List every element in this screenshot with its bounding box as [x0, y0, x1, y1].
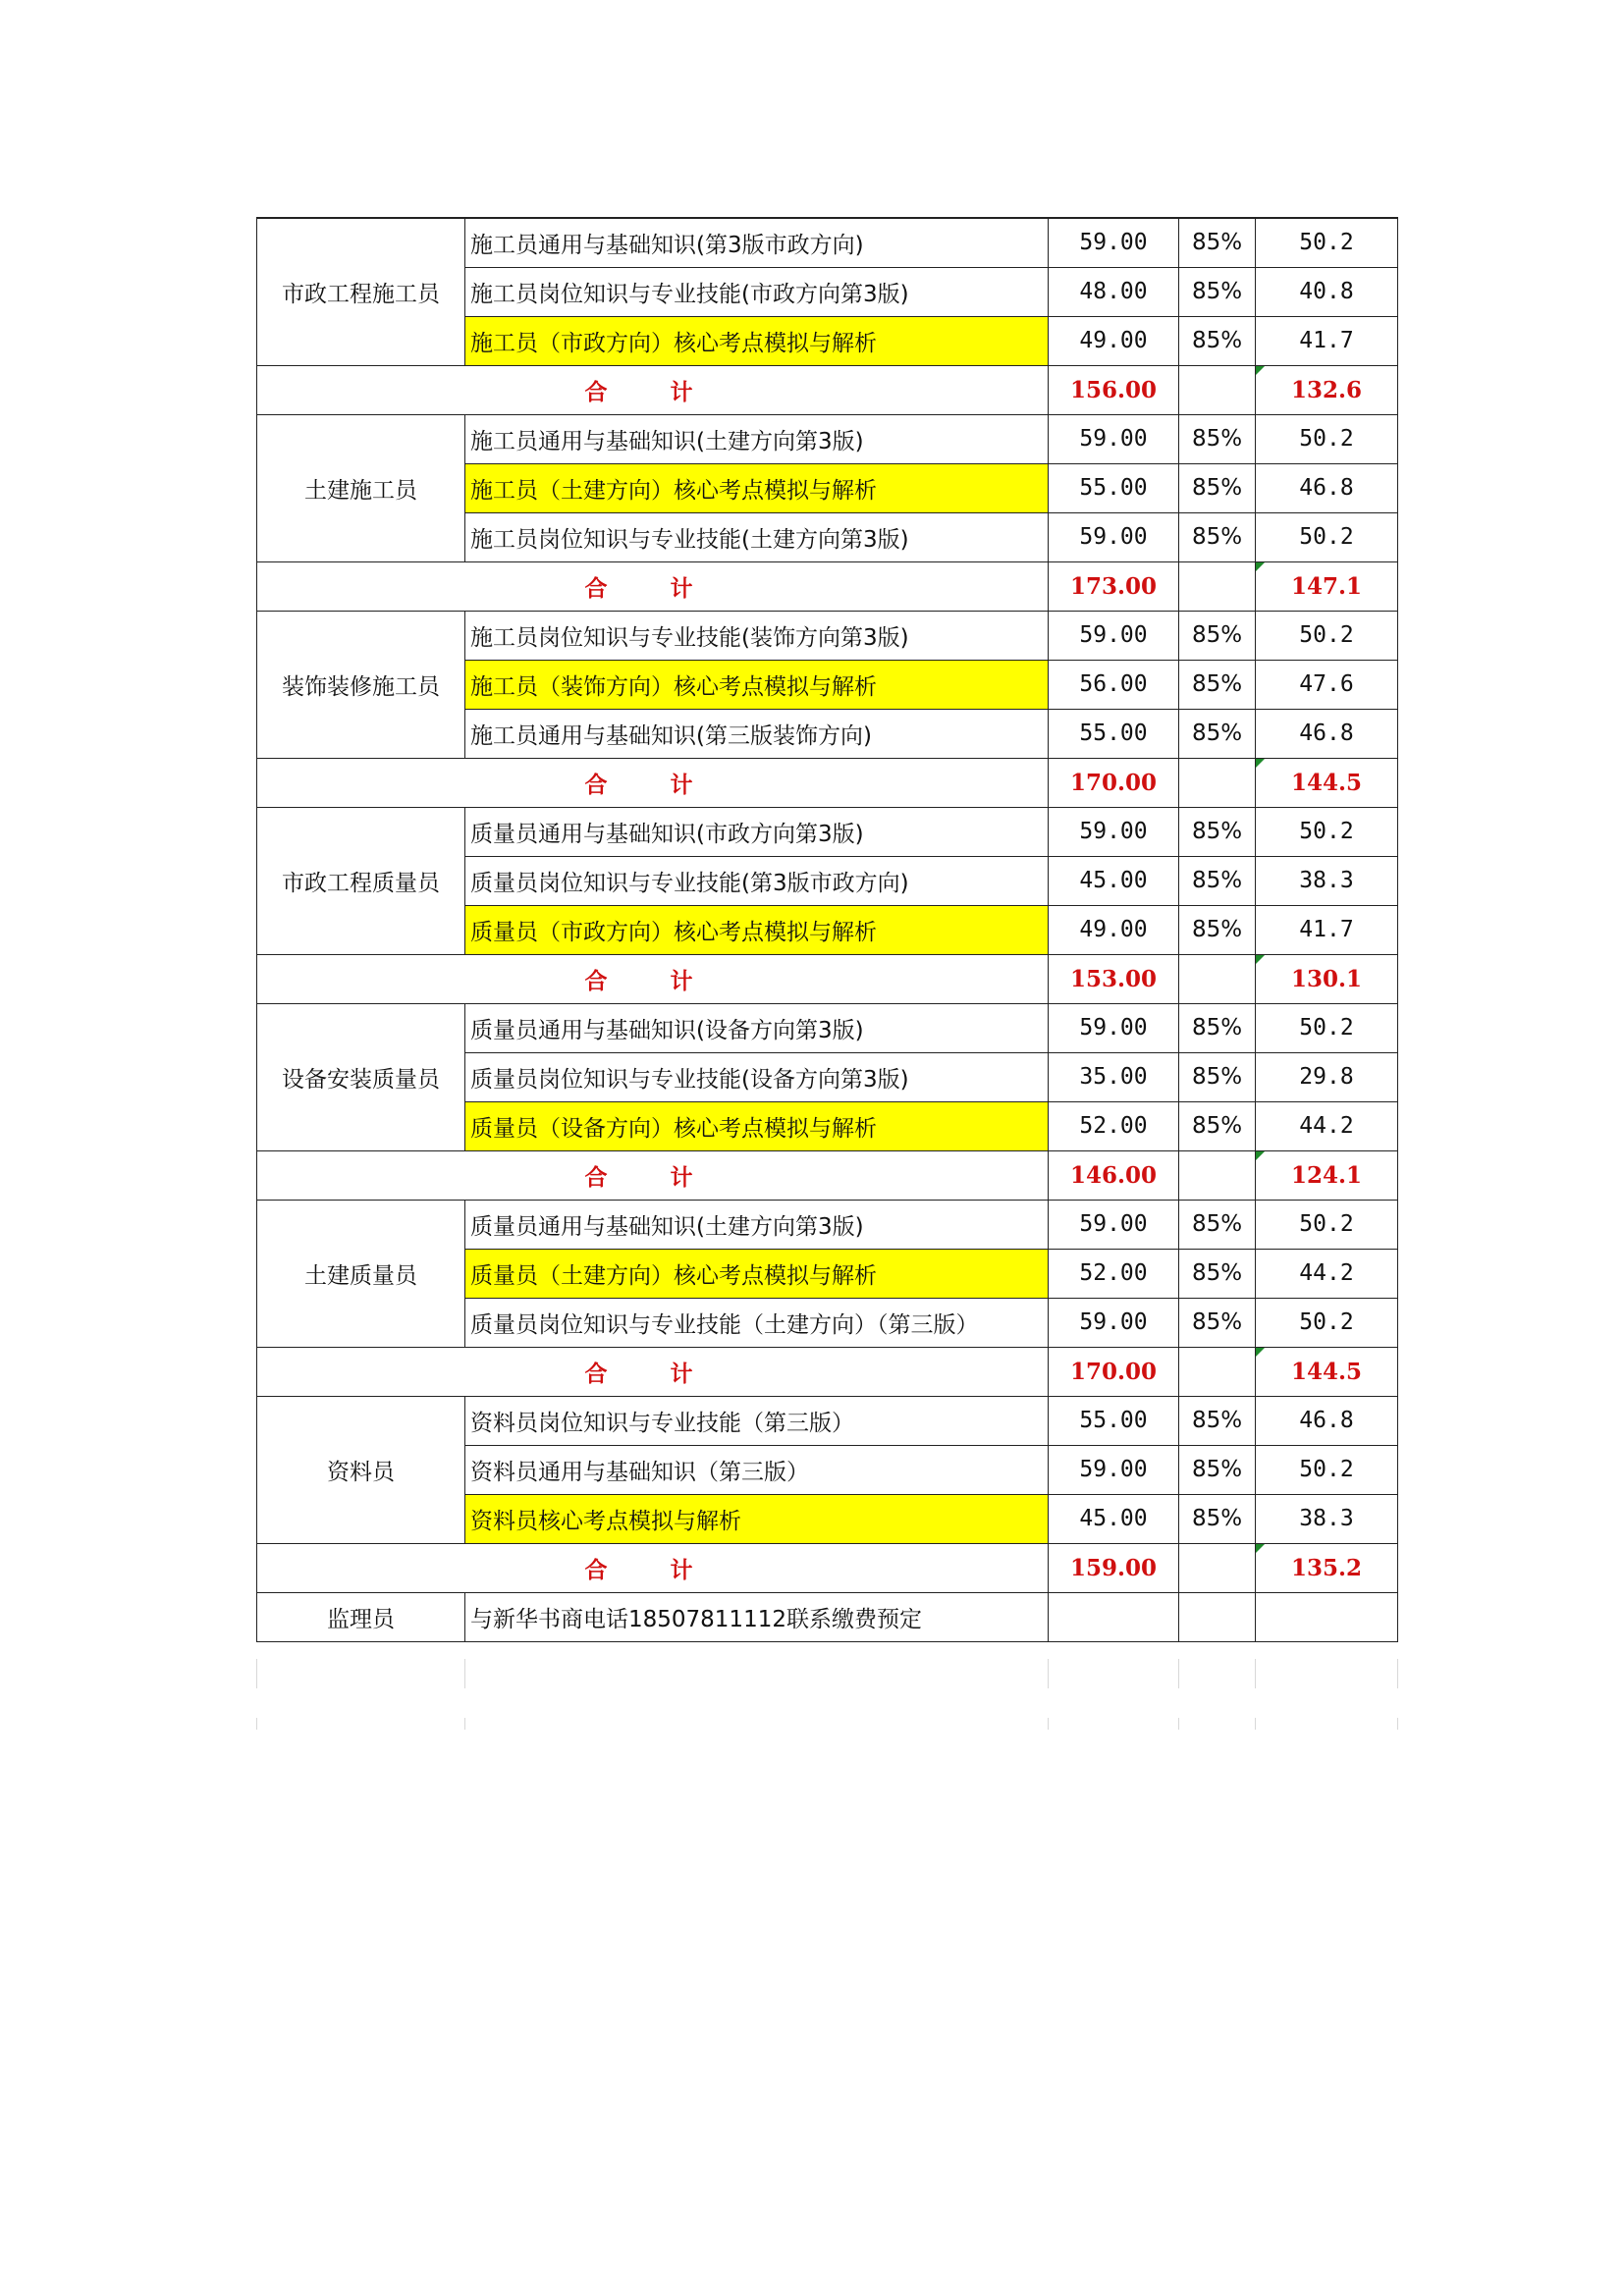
sheet-gridline: [1178, 1659, 1179, 1688]
cell-comment-flag-icon: [1256, 955, 1265, 964]
total-amount-cell: [1256, 1150, 1398, 1200]
total-price-cell: 170.00: [1049, 758, 1179, 807]
discounted-amount-cell: 50.2: [1256, 807, 1398, 856]
price-cell: 59.00: [1049, 807, 1179, 856]
total-label-cell: 合 计: [257, 1150, 1049, 1200]
book-title-cell: 施工员通用与基础知识(第3版市政方向): [465, 218, 1049, 267]
total-rate-cell: [1179, 1543, 1256, 1592]
total-label-cell: 合 计: [257, 365, 1049, 414]
total-row: [257, 365, 1398, 414]
category-cell: 市政工程质量员: [257, 807, 465, 954]
category-cell: 资料员: [257, 1396, 465, 1543]
total-rate-cell: [1179, 365, 1256, 414]
category-cell: 土建质量员: [257, 1200, 465, 1347]
discounted-amount-cell: 41.7: [1256, 316, 1398, 365]
discount-rate-cell: 85%: [1179, 1298, 1256, 1347]
total-price-cell: 159.00: [1049, 1543, 1179, 1592]
book-title-cell: 质量员（土建方向）核心考点模拟与解析: [465, 1249, 1049, 1298]
book-title-cell: 质量员岗位知识与专业技能(设备方向第3版): [465, 1052, 1049, 1101]
total-row: [257, 758, 1398, 807]
price-cell: 49.00: [1049, 905, 1179, 954]
discount-rate-cell: 85%: [1179, 1494, 1256, 1543]
book-title-cell: 质量员通用与基础知识(设备方向第3版): [465, 1003, 1049, 1052]
discount-rate-cell: 85%: [1179, 1101, 1256, 1150]
contact-note-cell: 与新华书商电话18507811112联系缴费预定: [465, 1592, 1049, 1641]
total-price-cell: 170.00: [1049, 1347, 1179, 1396]
total-price-cell: 146.00: [1049, 1150, 1179, 1200]
price-cell: 55.00: [1049, 463, 1179, 512]
discount-rate-cell: 85%: [1179, 905, 1256, 954]
table-row-final: [257, 1592, 1398, 1641]
discount-rate-cell: 85%: [1179, 1200, 1256, 1249]
table-row: [257, 1396, 1398, 1445]
price-cell: 59.00: [1049, 218, 1179, 267]
cell-comment-flag-icon: [1256, 562, 1265, 571]
category-cell: 土建施工员: [257, 414, 465, 561]
price-cell: 35.00: [1049, 1052, 1179, 1101]
category-cell: 监理员: [257, 1592, 465, 1641]
discounted-amount-cell: 50.2: [1256, 414, 1398, 463]
discounted-amount-cell: 50.2: [1256, 512, 1398, 561]
book-title-cell: 施工员（装饰方向）核心考点模拟与解析: [465, 660, 1049, 709]
total-amount-cell: [1256, 954, 1398, 1003]
discounted-amount-cell: 50.2: [1256, 1200, 1398, 1249]
cell-comment-flag-icon: [1256, 1151, 1265, 1160]
total-row: [257, 1543, 1398, 1592]
total-rate-cell: [1179, 561, 1256, 611]
category-cell: 设备安装质量员: [257, 1003, 465, 1150]
total-amount-value: 144.5: [1290, 1358, 1363, 1385]
price-cell: 59.00: [1049, 1003, 1179, 1052]
discounted-amount-cell: 50.2: [1256, 1003, 1398, 1052]
cell-comment-flag-icon: [1256, 366, 1265, 375]
price-cell: 52.00: [1049, 1101, 1179, 1150]
empty-cell: [1049, 1592, 1179, 1641]
discounted-amount-cell: 29.8: [1256, 1052, 1398, 1101]
cell-comment-flag-icon: [1256, 759, 1265, 768]
total-rate-cell: [1179, 954, 1256, 1003]
total-price-cell: 153.00: [1049, 954, 1179, 1003]
discount-rate-cell: 85%: [1179, 709, 1256, 758]
sheet-gridline: [1397, 1718, 1398, 1730]
table-row: [257, 414, 1398, 463]
price-table: [256, 217, 1398, 1642]
discounted-amount-cell: 47.6: [1256, 660, 1398, 709]
book-title-cell: 施工员岗位知识与专业技能(土建方向第3版): [465, 512, 1049, 561]
table-row: [257, 1003, 1398, 1052]
total-amount-value: 132.6: [1290, 376, 1363, 403]
book-title-cell: 资料员通用与基础知识（第三版）: [465, 1445, 1049, 1494]
total-rate-cell: [1179, 1347, 1256, 1396]
sheet-gridline: [1255, 1659, 1256, 1688]
discount-rate-cell: 85%: [1179, 1249, 1256, 1298]
empty-cell: [1179, 1592, 1256, 1641]
total-row: [257, 954, 1398, 1003]
table-row: [257, 611, 1398, 660]
book-title-cell: 资料员岗位知识与专业技能（第三版）: [465, 1396, 1049, 1445]
price-cell: 59.00: [1049, 414, 1179, 463]
total-amount-value: 124.1: [1290, 1161, 1363, 1189]
price-cell: 59.00: [1049, 611, 1179, 660]
total-rate-cell: [1179, 758, 1256, 807]
discount-rate-cell: 85%: [1179, 267, 1256, 316]
discounted-amount-cell: 50.2: [1256, 611, 1398, 660]
book-title-cell: 施工员（市政方向）核心考点模拟与解析: [465, 316, 1049, 365]
book-title-cell: 质量员（设备方向）核心考点模拟与解析: [465, 1101, 1049, 1150]
price-cell: 56.00: [1049, 660, 1179, 709]
total-amount-cell: [1256, 365, 1398, 414]
sheet-gridline: [256, 1659, 257, 1688]
category-cell: 装饰装修施工员: [257, 611, 465, 758]
discounted-amount-cell: 46.8: [1256, 1396, 1398, 1445]
price-table-body: [257, 218, 1398, 1641]
price-cell: 59.00: [1049, 1298, 1179, 1347]
discount-rate-cell: 85%: [1179, 218, 1256, 267]
book-title-cell: 施工员岗位知识与专业技能(装饰方向第3版): [465, 611, 1049, 660]
total-amount-value: 147.1: [1290, 572, 1363, 600]
discount-rate-cell: 85%: [1179, 660, 1256, 709]
total-row: [257, 1347, 1398, 1396]
book-title-cell: 质量员（市政方向）核心考点模拟与解析: [465, 905, 1049, 954]
book-title-cell: 资料员核心考点模拟与解析: [465, 1494, 1049, 1543]
discount-rate-cell: 85%: [1179, 611, 1256, 660]
price-cell: 52.00: [1049, 1249, 1179, 1298]
total-amount-cell: [1256, 1543, 1398, 1592]
discount-rate-cell: 85%: [1179, 414, 1256, 463]
table-row: [257, 807, 1398, 856]
sheet-gridline: [464, 1718, 465, 1730]
discount-rate-cell: 85%: [1179, 1052, 1256, 1101]
total-amount-cell: [1256, 758, 1398, 807]
discounted-amount-cell: 38.3: [1256, 856, 1398, 905]
total-amount-value: 130.1: [1290, 965, 1363, 992]
discounted-amount-cell: 50.2: [1256, 1298, 1398, 1347]
total-rate-cell: [1179, 1150, 1256, 1200]
discounted-amount-cell: 46.8: [1256, 709, 1398, 758]
discounted-amount-cell: 41.7: [1256, 905, 1398, 954]
discounted-amount-cell: 40.8: [1256, 267, 1398, 316]
table-row: [257, 1200, 1398, 1249]
discount-rate-cell: 85%: [1179, 1396, 1256, 1445]
total-amount-cell: [1256, 1347, 1398, 1396]
discount-rate-cell: 85%: [1179, 807, 1256, 856]
price-cell: 45.00: [1049, 856, 1179, 905]
discounted-amount-cell: 50.2: [1256, 1445, 1398, 1494]
cell-comment-flag-icon: [1256, 1348, 1265, 1357]
sheet-gridline: [1178, 1718, 1179, 1730]
discounted-amount-cell: 44.2: [1256, 1249, 1398, 1298]
book-title-cell: 质量员岗位知识与专业技能(第3版市政方向): [465, 856, 1049, 905]
discount-rate-cell: 85%: [1179, 856, 1256, 905]
book-title-cell: 施工员通用与基础知识(土建方向第3版): [465, 414, 1049, 463]
book-title-cell: 施工员（土建方向）核心考点模拟与解析: [465, 463, 1049, 512]
sheet-gridline: [1048, 1718, 1049, 1730]
total-price-cell: 173.00: [1049, 561, 1179, 611]
discount-rate-cell: 85%: [1179, 512, 1256, 561]
price-cell: 45.00: [1049, 1494, 1179, 1543]
total-row: [257, 1150, 1398, 1200]
discounted-amount-cell: 44.2: [1256, 1101, 1398, 1150]
price-cell: 59.00: [1049, 1200, 1179, 1249]
empty-cell: [1256, 1592, 1398, 1641]
total-label-cell: 合 计: [257, 1347, 1049, 1396]
total-amount-value: 135.2: [1290, 1554, 1363, 1581]
book-title-cell: 施工员通用与基础知识(第三版装饰方向): [465, 709, 1049, 758]
total-label-cell: 合 计: [257, 561, 1049, 611]
discount-rate-cell: 85%: [1179, 1445, 1256, 1494]
book-title-cell: 质量员通用与基础知识(市政方向第3版): [465, 807, 1049, 856]
discount-rate-cell: 85%: [1179, 316, 1256, 365]
book-title-cell: 质量员通用与基础知识(土建方向第3版): [465, 1200, 1049, 1249]
sheet-gridline: [1397, 1659, 1398, 1688]
sheet-gridline: [256, 1718, 257, 1730]
total-label-cell: 合 计: [257, 758, 1049, 807]
price-cell: 55.00: [1049, 1396, 1179, 1445]
discounted-amount-cell: 46.8: [1256, 463, 1398, 512]
sheet-gridline: [1255, 1718, 1256, 1730]
table-row: [257, 218, 1398, 267]
book-title-cell: 施工员岗位知识与专业技能(市政方向第3版): [465, 267, 1049, 316]
total-amount-value: 144.5: [1290, 769, 1363, 796]
discounted-amount-cell: 50.2: [1256, 218, 1398, 267]
total-price-cell: 156.00: [1049, 365, 1179, 414]
discounted-amount-cell: 38.3: [1256, 1494, 1398, 1543]
total-label-cell: 合 计: [257, 954, 1049, 1003]
total-row: [257, 561, 1398, 611]
total-label-cell: 合 计: [257, 1543, 1049, 1592]
price-cell: 59.00: [1049, 1445, 1179, 1494]
price-cell: 55.00: [1049, 709, 1179, 758]
discount-rate-cell: 85%: [1179, 1003, 1256, 1052]
price-cell: 59.00: [1049, 512, 1179, 561]
price-cell: 49.00: [1049, 316, 1179, 365]
cell-comment-flag-icon: [1256, 1544, 1265, 1553]
discount-rate-cell: 85%: [1179, 463, 1256, 512]
book-title-cell: 质量员岗位知识与专业技能（土建方向）（第三版）: [465, 1298, 1049, 1347]
price-cell: 48.00: [1049, 267, 1179, 316]
total-amount-cell: [1256, 561, 1398, 611]
sheet-gridline: [464, 1659, 465, 1688]
sheet-gridline: [1048, 1659, 1049, 1688]
category-cell: 市政工程施工员: [257, 218, 465, 365]
